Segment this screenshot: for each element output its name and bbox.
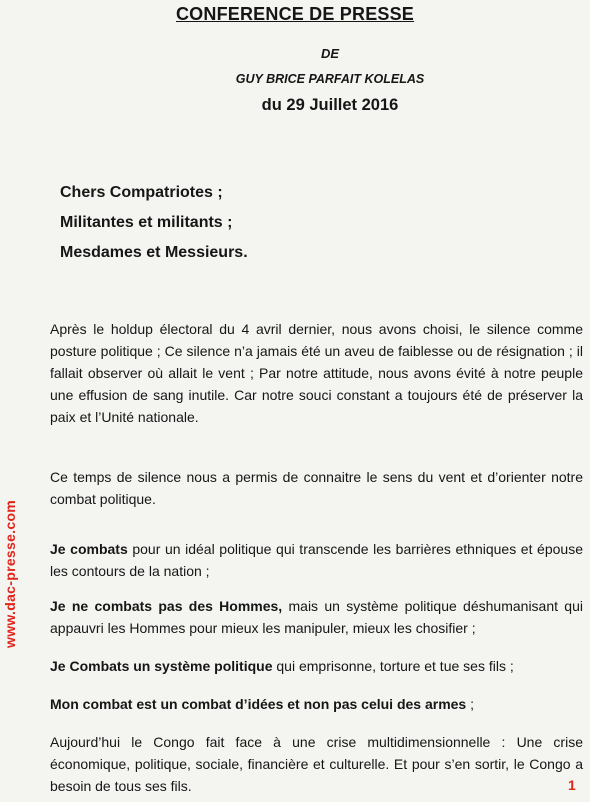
- paragraph-5: [50, 655, 583, 677]
- paragraph-2: Ce temps de silence nous a permis de connaitre le sens du vent et d’orienter notre combat politique.: [50, 469, 583, 507]
- paragraph-5-text: qui emprisonne, torture et tue ses fils ;: [272, 658, 514, 674]
- greetings: [60, 178, 248, 268]
- page-title: CONFERENCE DE PRESSE: [175, 4, 415, 24]
- paragraph-6-text: ;: [466, 696, 474, 712]
- greeting-line: Militantes et militants ;: [60, 214, 233, 231]
- paragraph-3-emphasis: Je combats: [50, 541, 128, 557]
- page-number: 1: [568, 777, 576, 793]
- paragraph-4-text: mais un système politique déshumanisant qui appauvri les Hommes pour mieux les manipuler, mieux les chosifier ;: [50, 598, 583, 636]
- greeting-line: Chers Compatriotes ;: [60, 184, 223, 201]
- paragraph-6: [50, 693, 583, 715]
- paragraph-3: [50, 538, 583, 582]
- paragraph-1: Après le holdup électoral du 4 avril dernier, nous avons choisi, le silence comme posture politique ; Ce silence n’a jamais été un aveu de faiblesse ou de résignation ; il fallait observer où allait le vent ; Par notre attitude, nous avons évité à notre peuple une effusion de sang inutile. Car notre souci constant a toujours été de préserver la paix et l’Unité nationale.: [50, 321, 583, 425]
- subtitle-de: DE: [320, 46, 340, 61]
- paragraph-6-emphasis: Mon combat est un combat d’idées et non pas celui des armes: [50, 696, 467, 712]
- paragraph-4-emphasis: Je ne combats pas des Hommes,: [50, 598, 283, 614]
- paragraph-5-emphasis: Je Combats un système politique: [50, 658, 273, 674]
- conference-date: du 29 Juillet 2016: [261, 96, 399, 114]
- greeting-line: Mesdames et Messieurs.: [60, 244, 248, 261]
- site-watermark: www.dac-presse.com: [2, 499, 18, 648]
- paragraph-7: Aujourd’hui le Congo fait face à une crise multidimensionnelle : Une crise économique, politique, sociale, financière et culturelle. Et pour s’en sortir, le Congo a besoin de tous ses fils.: [50, 734, 583, 794]
- speaker-name: GUY BRICE PARFAIT KOLELAS: [235, 72, 425, 86]
- paragraph-4: [50, 595, 583, 639]
- paragraph-3-text: pour un idéal politique qui transcende les barrières ethniques et épouse les contours de la nation ;: [50, 541, 583, 579]
